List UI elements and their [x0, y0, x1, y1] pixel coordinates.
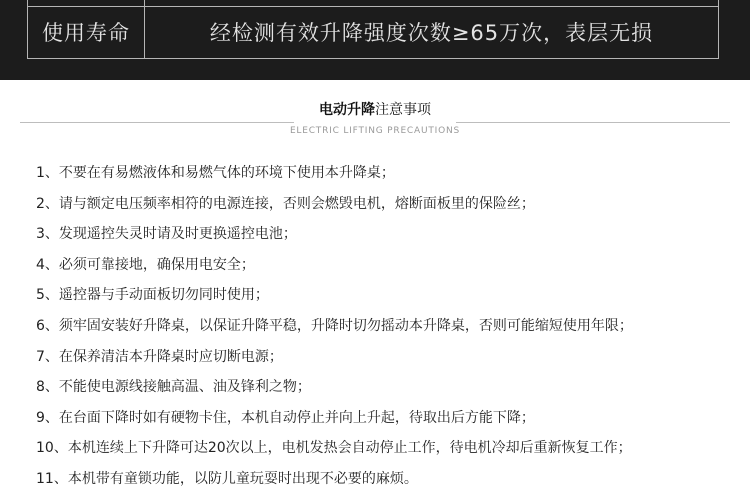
- precaution-item: 6、须牢固安装好升降桌，以保证升降平稳，升降时切勿摇动本升降桌，否则可能缩短使用年限；: [36, 317, 633, 334]
- section-title-rest: 注意事项: [375, 102, 431, 118]
- precaution-item: 5、遥控器与手动面板切勿同时使用；: [36, 287, 269, 304]
- spec-label: 使用寿命: [42, 21, 130, 45]
- precaution-item: 1、不要在有易燃液体和易燃气体的环境下使用本升降桌；: [36, 165, 395, 181]
- precaution-item: 9、在台面下降时如有硬物卡住，本机自动停止并向上升起，待取出后方能下降；: [36, 409, 535, 426]
- section-title: [0, 99, 750, 119]
- precaution-item: 10、本机连续上下升降可达20次以上，电机发热会自动停止工作，待电机冷却后重新恢复工作；: [36, 440, 632, 457]
- spec-value: 经检测有效升降强度次数≥65万次，表层无损: [209, 21, 654, 45]
- section-subtitle: ELECTRIC LIFTING PRECAUTIONS: [289, 126, 461, 136]
- spec-table: [27, 0, 719, 59]
- title-divider-left: [20, 122, 294, 123]
- spec-banner: [0, 0, 750, 80]
- precaution-item: 11、本机带有童锁功能，以防儿童玩耍时出现不必要的麻烦。: [36, 470, 418, 487]
- precaution-item: 4、必须可靠接地，确保用电安全；: [36, 256, 255, 273]
- precaution-item: 3、发现遥控失灵时请及时更换遥控电池；: [36, 226, 297, 243]
- title-divider-right: [456, 122, 730, 123]
- precautions-list: [36, 158, 748, 495]
- precaution-item: 2、请与额定电压频率相符的电源连接，否则会燃毁电机，熔断面板里的保险丝；: [36, 195, 535, 212]
- section-title-bold: 电动升降: [319, 102, 375, 118]
- precaution-item: 8、不能使电源线接触高温、油及锋利之物；: [36, 379, 311, 396]
- precaution-item: 7、在保养清洁本升降桌时应切断电源；: [36, 348, 283, 365]
